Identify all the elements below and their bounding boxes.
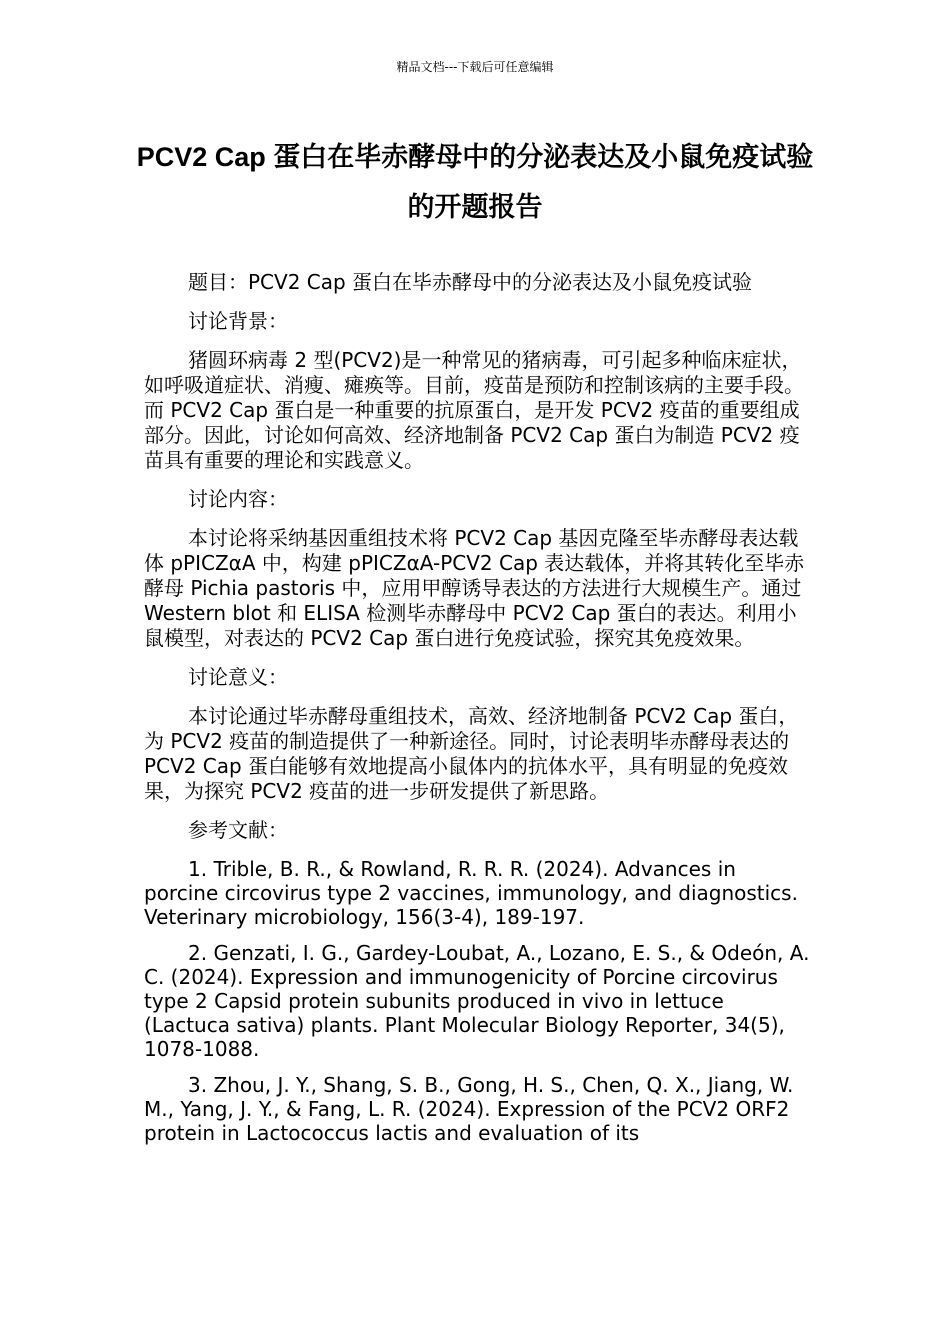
section-paragraph-significance: 本讨论通过毕赤酵母重组技术，高效、经济地制备 PCV2 Cap 蛋白，为 PCV2 疫苗的制造提供了一种新途径。同时，讨论表明毕赤酵母表达的 PCV2 Cap 蛋白能够有效地提高小鼠体内的抗体水平，具有明显的免疫效果，为探究 PCV2 疫苗的进一步研发提供了新思路。 xyxy=(144,704,799,803)
reference-item: 3. Zhou, J. Y., Shang, S. B., Gong, H. S., Chen, Q. X., Jiang, W. M., Yang, J. Y., & Fang, L. R. (2024). Expression of the PCV2 ORF2 protein in Lactococcus lactis and evaluation of its xyxy=(144,1073,794,1145)
section-heading-significance: 讨论意义： xyxy=(188,665,288,689)
reference-item: 1. Trible, B. R., & Rowland, R. R. R. (2024). Advances in porcine circovirus type 2 vaccines, immunology, and diagnostics. Veterinary microbiology, 156(3-4), 189-197. xyxy=(144,857,798,929)
section-paragraph-background: 猪圆环病毒 2 型(PCV2)是一种常见的猪病毒，可引起多种临床症状，如呼吸道症状、消瘦、瘫痪等。目前，疫苗是预防和控制该病的主要手段。而 PCV2 Cap 蛋白是一种重要的抗原蛋白，是开发 PCV2 疫苗的重要组成部分。因此，讨论如何高效、经济地制备 PCV2 Cap 蛋白为制造 PCV2 疫苗具有重要的理论和实践意义。 xyxy=(144,348,804,472)
document-title: PCV2 Cap 蛋白在毕赤酵母中的分泌表达及小鼠免疫试验的开题报告 xyxy=(136,142,814,222)
section-heading-content: 讨论内容： xyxy=(188,487,288,511)
topic-line: 题目：PCV2 Cap 蛋白在毕赤酵母中的分泌表达及小鼠免疫试验 xyxy=(188,270,753,294)
reference-item: 2. Genzati, I. G., Gardey-Loubat, A., Lozano, E. S., & Odeón, A. C. (2024). Expression and immunogenicity of Porcine circovirus type 2 Capsid protein subunits produced in vivo in lettuce (Lactuca sativa) plants. Plant Molecular Biology Reporter, 34(5), 1078-1088. xyxy=(144,941,810,1061)
section-paragraph-content: 本讨论将采纳基因重组技术将 PCV2 Cap 基因克隆至毕赤酵母表达载体 pPICZαA 中，构建 pPICZαA-PCV2 Cap 表达载体，并将其转化至毕赤酵母 Pichia pastoris 中，应用甲醇诱导表达的方法进行大规模生产。通过 Western blot 和 ELISA 检测毕赤酵母中 PCV2 Cap 蛋白的表达。利用小鼠模型，对表达的 PCV2 Cap 蛋白进行免疫试验，探究其免疫效果。 xyxy=(144,526,805,650)
section-heading-background: 讨论背景： xyxy=(188,309,288,333)
references-heading: 参考文献： xyxy=(188,818,288,842)
document-body xyxy=(144,270,812,1157)
header-note: 精品文档---下载后可任意编辑 xyxy=(396,60,554,74)
